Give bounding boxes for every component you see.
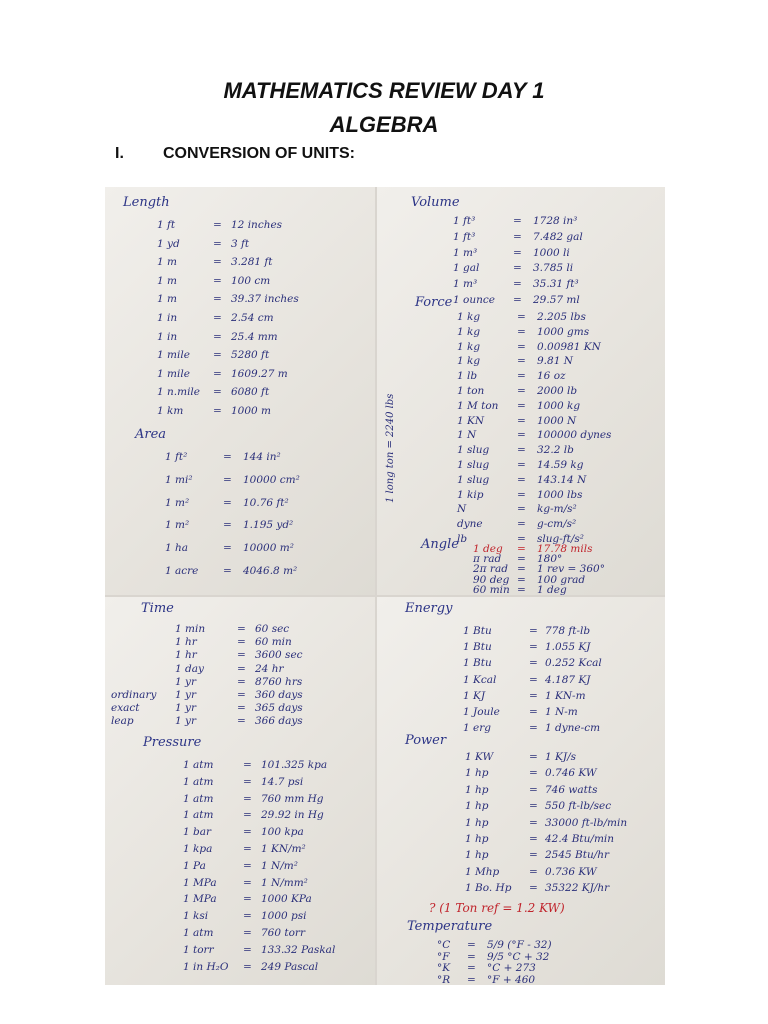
row-equals: = xyxy=(243,960,252,973)
row-value: 9/5 °C + 32 xyxy=(487,950,550,963)
row-unit: 1 slug xyxy=(457,444,490,457)
row-equals: = xyxy=(223,565,232,577)
row-value: slug-ft/s² xyxy=(537,533,585,545)
row-equals: = xyxy=(513,246,522,259)
row-unit: 1 kg xyxy=(457,340,481,353)
row-value: 9.81 N xyxy=(537,355,573,368)
row-equals: = xyxy=(517,503,526,516)
row-value: 366 days xyxy=(255,715,303,728)
row-value: 3.785 li xyxy=(533,262,574,275)
row-value: 1.055 KJ xyxy=(545,641,591,654)
row-unit: 1 day xyxy=(175,662,204,675)
row-unit: dyne xyxy=(457,518,483,531)
section-heading: Time xyxy=(141,601,174,616)
row-value: 16 oz xyxy=(537,370,566,383)
row-unit: lb xyxy=(457,533,468,545)
row-value: 3.281 ft xyxy=(231,256,273,269)
long-ton-note: 1 long ton = 2240 lbs xyxy=(385,393,396,503)
row-value: 1.195 yd² xyxy=(243,519,294,532)
row-value: 100 kpa xyxy=(261,826,304,839)
row-value: 0.736 KW xyxy=(545,865,597,878)
row-value: 760 mm Hg xyxy=(261,792,324,805)
row-equals: = xyxy=(213,349,222,362)
row-unit: 1 Btu xyxy=(463,657,492,670)
section-heading: Energy xyxy=(405,601,453,616)
row-value: 5280 ft xyxy=(231,349,270,362)
row-unit: 1 hp xyxy=(465,833,489,845)
row-unit: 1 mile xyxy=(157,349,190,362)
row-unit: 1 erg xyxy=(463,722,491,735)
row-equals: = xyxy=(243,859,252,872)
row-value: 100 cm xyxy=(231,274,271,287)
row-unit: 1 Kcal xyxy=(463,673,497,686)
row-unit: 1 kg xyxy=(457,311,481,323)
row-value: 12 inches xyxy=(231,219,283,231)
row-unit: 1 kg xyxy=(457,355,481,368)
row-unit: 1 in xyxy=(157,312,178,324)
row-value: 1000 m xyxy=(231,405,272,417)
row-equals: = xyxy=(237,702,246,715)
row-equals: = xyxy=(223,542,232,555)
row-unit: 1 atm xyxy=(183,759,214,771)
row-equals: = xyxy=(517,583,526,595)
row-value: 42.4 Btu/min xyxy=(545,833,615,845)
row-unit: 1 atm xyxy=(183,927,214,939)
row-equals: = xyxy=(529,865,538,878)
row-unit: 1 ft xyxy=(157,219,176,231)
row-equals: = xyxy=(223,496,232,509)
row-equals: = xyxy=(529,751,538,763)
row-value: 1 N/mm² xyxy=(261,876,308,889)
row-unit: 1 acre xyxy=(165,565,199,577)
row-equals: = xyxy=(529,641,538,654)
row-equals: = xyxy=(517,325,526,338)
panel-length-area xyxy=(105,187,375,595)
row-value: 365 days xyxy=(255,702,303,715)
row-unit: 1 hp xyxy=(465,816,489,829)
row-unit: 1 Btu xyxy=(463,641,492,654)
row-equals: = xyxy=(529,783,538,796)
row-value: g-cm/s² xyxy=(537,518,577,531)
row-equals: = xyxy=(243,759,252,771)
row-unit: 1 hp xyxy=(465,783,489,796)
row-equals: = xyxy=(529,816,538,829)
row-unit: N xyxy=(457,503,467,516)
row-equals: = xyxy=(213,405,222,417)
row-unit: 1 in H₂O xyxy=(183,960,229,973)
row-value: 14.59 kg xyxy=(537,459,584,471)
row-value: 1 KN-m xyxy=(545,689,586,702)
row-equals: = xyxy=(529,657,538,670)
row-value: 2545 Btu/hr xyxy=(545,849,610,862)
row-value: 1 KJ/s xyxy=(545,751,576,763)
row-value: 144 in² xyxy=(243,451,281,463)
row-value: 60 sec xyxy=(255,623,290,635)
row-value: 39.37 inches xyxy=(231,293,299,306)
row-equals: = xyxy=(517,563,526,576)
section-heading: Power xyxy=(405,733,447,748)
row-value: 778 ft-lb xyxy=(545,625,591,637)
row-value: 3600 sec xyxy=(255,649,303,662)
row-value: 1000 li xyxy=(533,246,570,259)
row-unit: 1 atm xyxy=(183,809,214,822)
row-value: 5/9 (°F - 32) xyxy=(487,939,552,951)
row-equals: = xyxy=(517,444,526,457)
row-unit: 1 KN xyxy=(457,414,485,427)
section-heading: Temperature xyxy=(407,919,493,934)
row-value: 10.76 ft² xyxy=(243,496,289,509)
row-unit: 1 yr xyxy=(175,689,196,701)
row-equals: = xyxy=(517,414,526,427)
row-equals: = xyxy=(237,636,246,649)
row-value: 14.7 psi xyxy=(261,775,304,788)
row-equals: = xyxy=(243,792,252,805)
row-unit: 1 lb xyxy=(457,370,478,383)
row-value: 360 days xyxy=(255,689,303,701)
row-equals: = xyxy=(529,882,538,895)
row-equals: = xyxy=(243,775,252,788)
row-equals: = xyxy=(529,849,538,862)
section-heading: Volume xyxy=(411,195,460,210)
row-value: 3 ft xyxy=(231,237,250,250)
page-subtitle: ALGEBRA xyxy=(329,112,439,137)
row-value: 100 grad xyxy=(537,573,586,586)
row-unit: °K xyxy=(437,962,451,975)
row-equals: = xyxy=(213,237,222,250)
row-unit: 1 deg xyxy=(473,543,503,555)
row-value: 4.187 KJ xyxy=(545,673,591,686)
row-value: 1 N/m² xyxy=(261,859,298,872)
row-equals: = xyxy=(213,367,222,380)
row-prefix: ordinary xyxy=(111,689,157,701)
row-equals: = xyxy=(529,722,538,735)
row-unit: °C xyxy=(437,939,451,951)
section-heading: Pressure xyxy=(143,735,202,750)
row-equals: = xyxy=(243,843,252,855)
ton-refrigeration-note: ? (1 Ton ref = 1.2 KW) xyxy=(429,901,565,915)
row-equals: = xyxy=(213,219,222,231)
row-value: 0.00981 KN xyxy=(537,340,601,353)
panel-energy-power-temperature xyxy=(377,597,665,985)
row-value: 1000 psi xyxy=(261,910,307,923)
row-prefix: exact xyxy=(111,702,140,715)
row-equals: = xyxy=(529,689,538,702)
row-unit: 1 m xyxy=(157,274,177,287)
row-unit: 1 ft³ xyxy=(453,215,476,227)
row-value: 550 ft-lb/sec xyxy=(545,800,612,813)
row-value: 1609.27 m xyxy=(231,367,288,380)
row-equals: = xyxy=(517,340,526,353)
row-value: 1000 lbs xyxy=(537,488,583,501)
row-equals: = xyxy=(243,809,252,822)
row-equals: = xyxy=(243,826,252,839)
row-equals: = xyxy=(213,274,222,287)
row-unit: 1 Btu xyxy=(463,625,492,637)
row-value: 249 Pascal xyxy=(261,960,319,973)
row-unit: 1 m xyxy=(157,293,177,306)
row-unit: 1 Mhp xyxy=(465,865,500,878)
row-unit: 1 atm xyxy=(183,775,214,788)
row-unit: 1 ha xyxy=(165,542,189,555)
row-value: 24 hr xyxy=(255,662,284,675)
row-equals: = xyxy=(237,623,246,635)
row-value: °C + 273 xyxy=(487,962,536,975)
row-unit: 1 m³ xyxy=(453,246,478,259)
row-value: 1000 KPa xyxy=(261,893,312,906)
row-unit: 1 n.mile xyxy=(157,386,201,399)
row-value: 25.4 mm xyxy=(231,330,278,343)
row-unit: 90 deg xyxy=(473,573,510,586)
row-equals: = xyxy=(517,518,526,531)
row-value: 17.78 mils xyxy=(537,543,593,555)
row-value: 100000 dynes xyxy=(537,429,612,442)
row-unit: 1 bar xyxy=(183,826,212,839)
row-equals: = xyxy=(517,370,526,383)
panel-time-pressure xyxy=(105,597,375,985)
row-value: 4046.8 m² xyxy=(243,565,298,577)
row-value: 1 rev = 360° xyxy=(537,563,605,576)
row-equals: = xyxy=(237,649,246,662)
row-unit: 1 ksi xyxy=(183,910,209,923)
row-equals: = xyxy=(513,278,522,291)
row-value: 8760 hrs xyxy=(255,675,303,688)
row-equals: = xyxy=(513,262,522,275)
row-unit: 1 hr xyxy=(175,636,197,649)
row-equals: = xyxy=(529,673,538,686)
row-value: 10000 cm² xyxy=(243,473,300,486)
row-equals: = xyxy=(223,473,232,486)
row-equals: = xyxy=(213,293,222,306)
row-value: 33000 ft-lb/min xyxy=(545,816,628,829)
row-equals: = xyxy=(243,893,252,906)
row-equals: = xyxy=(529,800,538,813)
row-value: 6080 ft xyxy=(231,386,270,399)
row-equals: = xyxy=(467,973,476,985)
row-value: 7.482 gal xyxy=(533,230,583,243)
row-equals: = xyxy=(517,473,526,486)
row-equals: = xyxy=(529,833,538,845)
section-heading: Angle xyxy=(421,537,459,552)
row-equals: = xyxy=(243,910,252,923)
row-unit: 1 slug xyxy=(457,459,490,471)
row-value: 1 deg xyxy=(537,583,567,595)
row-equals: = xyxy=(467,962,476,975)
row-unit: 1 kpa xyxy=(183,843,213,855)
row-equals: = xyxy=(517,399,526,412)
row-equals: = xyxy=(517,429,526,442)
row-equals: = xyxy=(213,256,222,269)
row-value: 60 min xyxy=(255,636,292,649)
row-unit: 1 torr xyxy=(183,943,214,956)
row-equals: = xyxy=(517,459,526,471)
row-equals: = xyxy=(529,706,538,718)
section-number: I. xyxy=(115,145,124,162)
row-equals: = xyxy=(517,311,526,323)
row-unit: °F xyxy=(437,950,450,963)
row-value: 29.57 ml xyxy=(533,294,580,306)
panel-volume-force-angle xyxy=(377,187,665,595)
row-unit: 1 mi² xyxy=(165,473,193,486)
row-unit: 1 yr xyxy=(175,715,196,728)
row-value: 760 torr xyxy=(261,927,305,939)
row-prefix: leap xyxy=(111,715,134,728)
row-unit: 1 hp xyxy=(465,849,489,862)
row-unit: 1 min xyxy=(175,623,206,635)
row-unit: 1 kg xyxy=(457,325,481,338)
row-unit: 1 kip xyxy=(457,488,484,501)
row-unit: 1 slug xyxy=(457,473,490,486)
row-unit: 1 m³ xyxy=(453,278,478,291)
row-unit: 1 yr xyxy=(175,675,196,688)
row-value: 1 N-m xyxy=(545,706,578,718)
section-heading: Force xyxy=(415,295,453,310)
row-value: 133.32 Paskal xyxy=(261,943,336,956)
row-value: 101.325 kpa xyxy=(261,759,328,771)
row-value: 2.205 lbs xyxy=(537,311,586,323)
row-value: 35322 KJ/hr xyxy=(545,882,610,895)
row-unit: 1 Bo. Hp xyxy=(465,882,512,895)
row-value: 0.746 KW xyxy=(545,767,597,780)
row-value: 180° xyxy=(537,553,563,566)
row-equals: = xyxy=(517,385,526,397)
row-unit: 2π rad xyxy=(473,563,508,576)
row-unit: 1 atm xyxy=(183,792,214,805)
row-equals: = xyxy=(517,543,526,555)
page-title: MATHEMATICS REVIEW DAY 1 xyxy=(223,78,545,103)
row-value: 2.54 cm xyxy=(231,312,274,324)
row-value: 1 KN/m² xyxy=(261,843,306,855)
row-value: 1 dyne-cm xyxy=(545,722,601,735)
section-heading: Length xyxy=(123,195,170,210)
row-unit: 1 mile xyxy=(157,367,190,380)
row-unit: 1 yr xyxy=(175,702,196,715)
row-equals: = xyxy=(517,488,526,501)
row-value: 29.92 in Hg xyxy=(261,809,324,822)
row-equals: = xyxy=(223,519,232,532)
row-equals: = xyxy=(467,939,476,951)
row-unit: 1 ton xyxy=(457,385,485,397)
row-equals: = xyxy=(513,230,522,243)
row-equals: = xyxy=(243,943,252,956)
row-value: 2000 lb xyxy=(537,385,578,397)
row-equals: = xyxy=(237,715,246,728)
row-equals: = xyxy=(213,330,222,343)
row-unit: 1 hr xyxy=(175,649,197,662)
row-equals: = xyxy=(213,312,222,324)
row-equals: = xyxy=(517,533,526,545)
row-unit: 1 KJ xyxy=(463,689,486,702)
row-equals: = xyxy=(513,215,522,227)
row-unit: 1 ft² xyxy=(165,451,188,463)
row-value: 10000 m² xyxy=(243,542,294,555)
row-unit: 1 hp xyxy=(465,800,489,813)
row-unit: 1 m xyxy=(157,256,177,269)
section-heading: Area xyxy=(135,427,167,442)
row-value: 0.252 Kcal xyxy=(545,657,602,670)
row-unit: 1 m² xyxy=(165,496,190,509)
row-unit: 1 Joule xyxy=(463,706,500,718)
row-value: 1000 kg xyxy=(537,399,581,412)
row-value: 1728 in³ xyxy=(533,215,578,227)
row-unit: 60 min xyxy=(473,583,510,595)
row-unit: 1 ft³ xyxy=(453,230,476,243)
row-unit: 1 M ton xyxy=(457,399,499,412)
row-unit: 1 km xyxy=(157,405,184,417)
row-unit: 1 gal xyxy=(453,262,480,275)
row-unit: 1 yd xyxy=(157,237,180,250)
row-value: 1000 gms xyxy=(537,325,590,338)
row-unit: 1 hp xyxy=(465,767,489,780)
row-value: 35.31 ft³ xyxy=(533,278,579,291)
row-equals: = xyxy=(237,675,246,688)
row-unit: 1 N xyxy=(457,429,477,442)
row-value: 32.2 lb xyxy=(537,444,574,457)
row-equals: = xyxy=(223,451,232,463)
row-value: 1000 N xyxy=(537,414,577,427)
row-unit: π rad xyxy=(473,553,502,566)
row-value: 746 watts xyxy=(545,783,598,796)
row-equals: = xyxy=(513,294,522,306)
row-unit: 1 KW xyxy=(465,751,494,763)
row-equals: = xyxy=(243,927,252,939)
section-label: CONVERSION OF UNITS: xyxy=(163,145,356,162)
row-equals: = xyxy=(467,950,476,963)
row-unit: 1 MPa xyxy=(183,876,217,889)
row-equals: = xyxy=(243,876,252,889)
row-equals: = xyxy=(237,662,246,675)
row-equals: = xyxy=(529,767,538,780)
row-equals: = xyxy=(517,355,526,368)
row-value: °F + 460 xyxy=(487,973,536,985)
row-equals: = xyxy=(237,689,246,701)
handwritten-notes-photo xyxy=(105,187,665,985)
row-value: kg-m/s² xyxy=(537,503,577,516)
row-unit: °R xyxy=(437,973,451,985)
row-unit: 1 in xyxy=(157,330,178,343)
row-equals: = xyxy=(213,386,222,399)
row-unit: 1 MPa xyxy=(183,893,217,906)
row-equals: = xyxy=(517,573,526,586)
row-value: 143.14 N xyxy=(537,473,587,486)
row-unit: 1 ounce xyxy=(453,294,495,306)
row-unit: 1 Pa xyxy=(183,859,206,872)
row-equals: = xyxy=(517,553,526,566)
row-equals: = xyxy=(529,625,538,637)
row-unit: 1 m² xyxy=(165,519,190,532)
